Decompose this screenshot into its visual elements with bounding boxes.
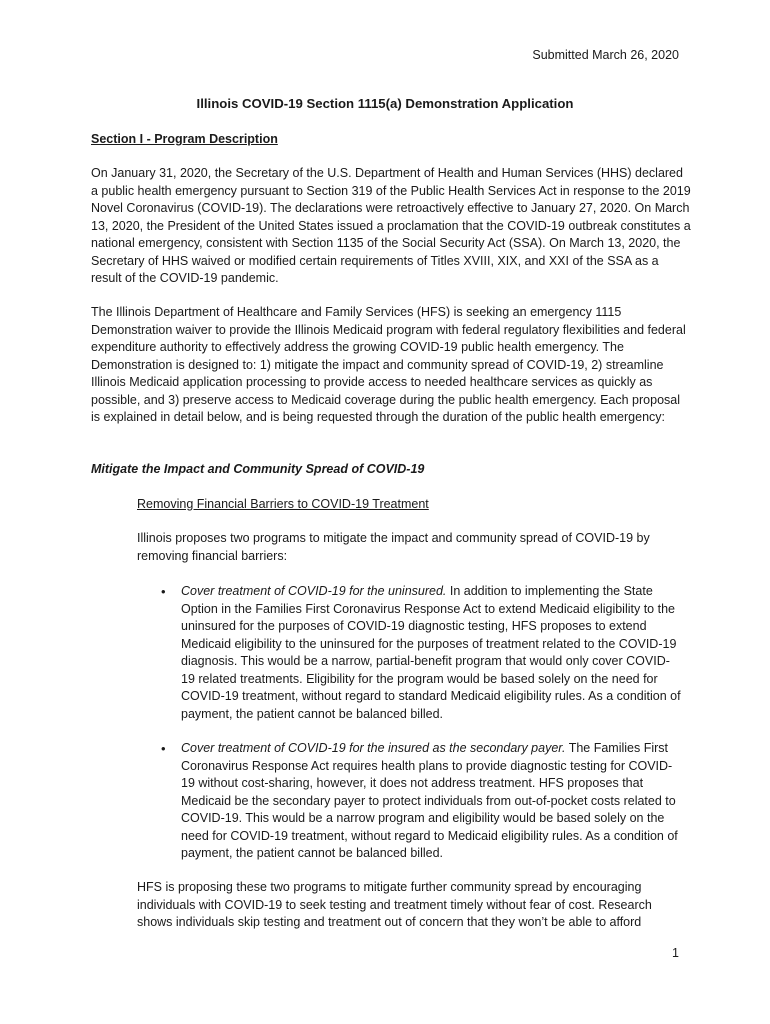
list-item-lead: Cover treatment of COVID-19 for the uninsured. (181, 584, 447, 598)
list-item-text: In addition to implementing the State Option in the Families First Coronavirus Response Act to extend Medicaid eligibility to the uninsured for the purposes of COVID-19 diagnostic testing, HFS proposes to extend Medicaid eligibility to the uninsured for the purposes of treatment related to the COVID-19 diagnosis. This would be a narrow, partial-benefit program that would only cover COVID-19 related treatments. Eligibility for the program would be based solely on the need for COVID-19 treatment, without regard to standard Medicaid eligibility rules. As a condition of payment, the patient cannot be balanced billed. (181, 584, 681, 721)
paragraph-waiver-request: The Illinois Department of Healthcare and Family Services (HFS) is seeking an emergency 1115 Demonstration waiver to provide the Illinois Medicaid program with federal regulatory flexibilities and federal expenditure authority to effectively address the growing COVID-19 public health emergency. The Demonstration is designed to: 1) mitigate the impact and community spread of COVID-19, 2) streamline Illinois Medicaid application processing to provide access to needed healthcare services as quickly as possible, and 3) preserve access to Medicaid coverage during the public health emergency. Each proposal is explained in detail below, and is being requested through the duration of the public health emergency: (91, 305, 686, 424)
page-number: 1 (672, 946, 679, 960)
list-item (181, 740, 683, 863)
paragraph-closing: HFS is proposing these two programs to mitigate further community spread by encouraging individuals with COVID-19 to seek testing and treatment timely without fear of cost. Research shows individuals skip testing and treatment out of concern that they won’t be able to afford (137, 880, 652, 929)
list-item (181, 583, 683, 723)
document-title: Illinois COVID-19 Section 1115(a) Demonstration Application (196, 96, 574, 111)
paragraph-background: On January 31, 2020, the Secretary of the U.S. Department of Health and Human Services (HHS) declared a public health emergency pursuant to Section 319 of the Public Health Services Act in response to the 2019 Novel Coronavirus (COVID-19). The declarations were retroactively effective to January 27, 2020. On March 13, 2020, the President of the United States issued a proclamation that the COVID-19 outbreak constitutes a national emergency, consistent with Section 1135 of the Social Security Act (SSA). On March 13, 2020, the Secretary of HHS waived or modified certain requirements of Titles XVIII, XIX, and XXI of the SSA as a result of the COVID-19 pandemic. (91, 166, 691, 285)
subsubheading-financial-barriers: Removing Financial Barriers to COVID-19 Treatment (137, 497, 429, 511)
submitted-date: Submitted March 26, 2020 (532, 48, 679, 62)
list-item-lead: Cover treatment of COVID-19 for the insured as the secondary payer. (181, 741, 566, 755)
section-heading: Section I - Program Description (91, 132, 278, 146)
list-item-text: The Families First Coronavirus Response Act requires health plans to provide diagnostic testing for COVID-19 without cost-sharing, however, it does not address treatment. HFS proposes that Medicaid be the secondary payer to protect individuals from out-of-pocket costs related to COVID-19. This would be a narrow program and eligibility would be based solely on the need for COVID-19 treatment, without regard to Medicaid eligibility rules. As a condition of payment, the patient cannot be balanced billed. (181, 741, 678, 860)
subheading-mitigate: Mitigate the Impact and Community Spread of COVID-19 (91, 462, 425, 476)
paragraph-intro: Illinois proposes two programs to mitigate the impact and community spread of COVID-19 by removing financial barriers: (137, 531, 650, 563)
